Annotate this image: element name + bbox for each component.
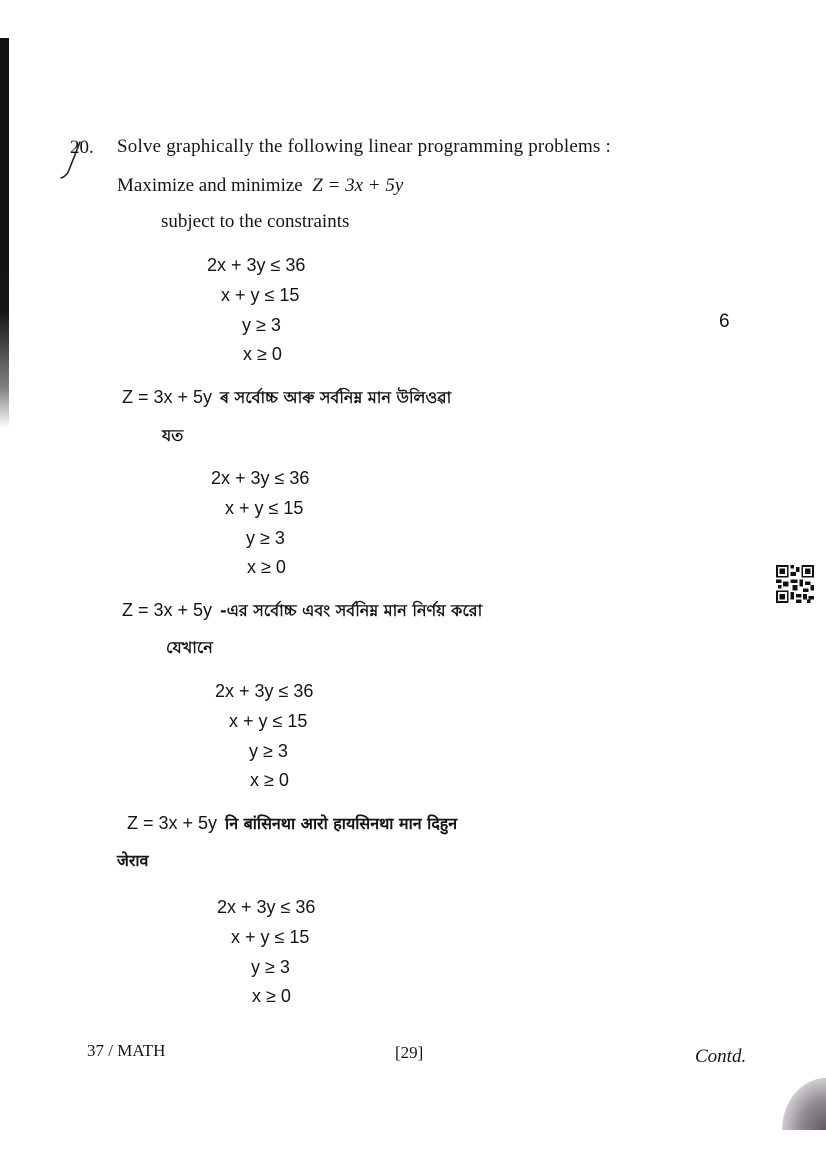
bengali-where: যেখানে	[166, 638, 213, 657]
constraint-2: x + y ≤ 15	[225, 498, 304, 518]
assamese-question	[122, 385, 451, 412]
bengali-question	[122, 598, 482, 625]
objective-function: Z = 3x + 5y	[122, 600, 213, 620]
task-prefix: Maximize and minimize	[117, 175, 303, 196]
assamese-where: যত	[162, 426, 184, 445]
qr-code-icon	[776, 565, 814, 603]
constraint-3: y ≥ 3	[242, 315, 281, 335]
constraint-1: 2x + 3y ≤ 36	[215, 681, 314, 701]
question-instruction: Solve graphically the following linear programming problems :	[117, 136, 611, 157]
assamese-text: ৰ সৰ্বোচ্চ আৰু সৰ্বনিম্ন মান উলিওৱা	[220, 388, 452, 407]
constraint-3: y ≥ 3	[249, 741, 288, 761]
constraint-1: 2x + 3y ≤ 36	[217, 897, 316, 917]
constraint-3: y ≥ 3	[246, 528, 285, 548]
bodo-question	[127, 812, 457, 834]
scan-edge-shadow	[0, 38, 9, 428]
constraint-2: x + y ≤ 15	[231, 927, 310, 947]
bodo-where: जेराव	[117, 851, 149, 870]
continued-label: Contd.	[695, 1046, 747, 1067]
question-number: 20.	[70, 137, 94, 158]
constraint-4: x ≥ 0	[243, 344, 282, 364]
objective-function: Z = 3x + 5y	[312, 175, 404, 196]
question-task	[117, 175, 403, 197]
constraint-1: 2x + 3y ≤ 36	[211, 468, 310, 488]
constraint-4: x ≥ 0	[252, 986, 291, 1006]
constraint-2: x + y ≤ 15	[221, 285, 300, 305]
corner-shadow	[782, 1078, 826, 1130]
constraint-4: x ≥ 0	[250, 770, 289, 790]
bodo-text: नि बांसिनथा आरो हायसिनथा मान दिहुन	[225, 814, 458, 833]
subject-to-label: subject to the constraints	[161, 211, 350, 232]
constraint-4: x ≥ 0	[247, 557, 286, 577]
objective-function: Z = 3x + 5y	[122, 387, 213, 407]
marks: 6	[719, 311, 730, 332]
objective-function: Z = 3x + 5y	[127, 813, 218, 833]
constraint-2: x + y ≤ 15	[229, 711, 308, 731]
paper-code: 37 / MATH	[87, 1041, 166, 1060]
bengali-text: -এর সর্বোচ্চ এবং সর্বনিম্ন মান নির্ণয় করো	[220, 601, 483, 620]
constraint-3: y ≥ 3	[251, 957, 290, 977]
page-number: [29]	[395, 1043, 424, 1062]
constraint-1: 2x + 3y ≤ 36	[207, 255, 306, 275]
